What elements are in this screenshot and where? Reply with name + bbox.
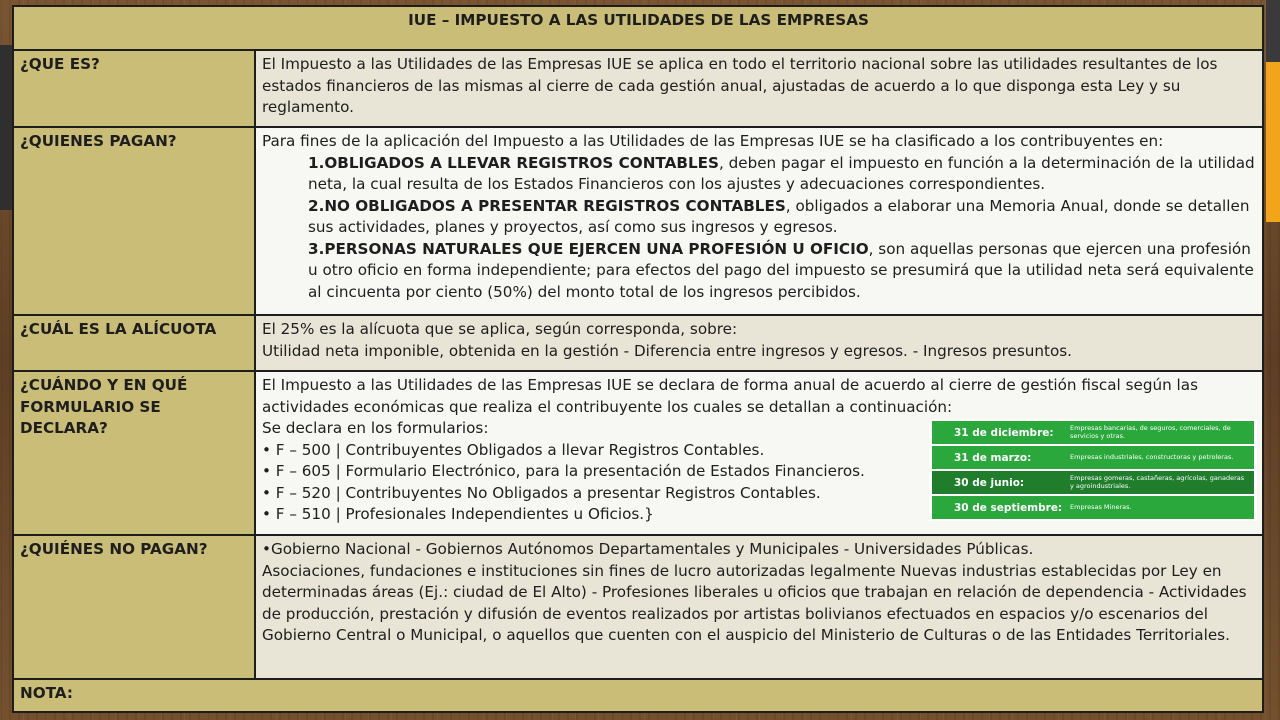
alicuota-line2: Utilidad neta imponible, obtenida en la gestión - Diferencia entre ingresos y egresos. - Ingresos presuntos. — [262, 341, 1072, 360]
label-cuando: ¿CUÁNDO Y EN QUÉ FORMULARIO SE DECLARA? — [13, 371, 255, 535]
list-item — [262, 196, 1257, 239]
date-label: 30 de septiembre: — [954, 501, 1063, 514]
date-row — [932, 496, 1254, 519]
list-item — [262, 239, 1257, 304]
date-desc: Empresas Mineras. — [1070, 502, 1132, 511]
item-text: , deben pagar el impuesto en función a la determinación de la utilidad neta, la cual resulta de los Estados Financieros con los ajustes y adecuaciones correspondientes. — [308, 153, 1255, 193]
form-item: • F – 520 | Contribuyentes No Obligados a presentar Registros Contables. — [262, 483, 821, 502]
content-quienes-pagan — [255, 127, 1263, 315]
item-text: , son aquellas personas que ejercen una profesión u otro oficio en forma independiente; para efectos del pago del impuesto se presumirá que la utilidad neta será equivalente al cincuenta por ciento (50%) del monto total de los ingresos percibidos. — [308, 239, 1254, 301]
table-title: IUE – IMPUESTO A LAS UTILIDADES DE LAS EMPRESAS — [13, 6, 1263, 50]
right-decor-dark — [1266, 0, 1280, 62]
list-item — [262, 153, 1257, 196]
closing-dates-graphic — [929, 419, 1257, 521]
date-label: 30 de junio: — [954, 476, 1025, 489]
forms-intro: Se declara en los formularios: — [262, 419, 489, 437]
nota-label: NOTA: — [13, 679, 1263, 712]
form-item: • F – 500 | Contribuyentes Obligados a llevar Registros Contables. — [262, 440, 765, 459]
date-desc: Empresas gomeras, castañeras, agrícolas, ganaderas y agroindustriales. — [1070, 474, 1245, 490]
date-label: 31 de marzo: — [954, 451, 1032, 464]
date-desc: Empresas industriales, constructoras y petroleras. — [1070, 452, 1234, 461]
form-item: • F – 510 | Profesionales Independientes u Oficios.} — [262, 505, 654, 523]
label-alicuota: ¿CUÁL ES LA ALÍCUOTA — [13, 315, 255, 371]
no-pagan-text: Asociaciones, fundaciones e instituciones sin fines de lucro autorizadas legalmente Nuevas industrias establecidas por Ley en determinadas áreas (Ej.: ciudad de El Alto) - Profesiones liberales u oficios que trabajan en relación de dependencia - Actividades de producción, prestación y difusión de eventos realizados por artistas bolivianos efectuados en espacios y/o escenarios del Gobierno Central o Municipal, o aquellos que cuenten con el auspicio del Ministerio de Culturas o de las Entidades Territoriales. — [262, 561, 1247, 644]
label-no-pagan: ¿QUIÉNES NO PAGAN? — [13, 535, 255, 679]
item-title: 1.OBLIGADOS A LLEVAR REGISTROS CONTABLES — [308, 153, 719, 172]
label-quienes-pagan: ¿QUIENES PAGAN? — [13, 127, 255, 315]
form-item: • F – 605 | Formulario Electrónico, para la presentación de Estados Financieros. — [262, 462, 865, 480]
date-label: 31 de diciembre: — [954, 426, 1054, 439]
item-text: , obligados a elaborar una Memoria Anual, donde se detallen sus actividades, planes y proyectos, así como sus ingresos y egresos. — [308, 196, 1250, 236]
label-que-es: ¿QUE ES? — [13, 50, 255, 127]
date-row — [932, 421, 1254, 444]
right-decor-accent — [1266, 62, 1280, 222]
date-row — [932, 446, 1254, 469]
cuando-intro: El Impuesto a las Utilidades de las Empresas IUE se declara de forma anual de acuerdo al cierre de gestión fiscal según las actividades económicas que realiza el contribuyente los cuales se detallan a continuación: — [262, 376, 1198, 416]
content-alicuota — [255, 315, 1263, 371]
no-pagan-line1: •Gobierno Nacional - Gobiernos Autónomos Departamentales y Municipales - Universidades Públicas. — [262, 540, 1034, 558]
date-desc: Empresas bancarias, de seguros, comerciales, de servicios y otras. — [1070, 424, 1231, 440]
content-no-pagan — [255, 535, 1263, 679]
item-title: 3.PERSONAS NATURALES QUE EJERCEN UNA PROFESIÓN U OFICIO — [308, 239, 869, 258]
date-row — [932, 471, 1254, 494]
item-title: 2.NO OBLIGADOS A PRESENTAR REGISTROS CONTABLES — [308, 196, 786, 215]
content-que-es: El Impuesto a las Utilidades de las Empresas IUE se aplica en todo el territorio nacional sobre las utilidades resultantes de los estados financieros de las mismas al cierre de cada gestión anual, ajustadas de acuerdo a lo que disponga esta Ley y su reglamento. — [255, 50, 1263, 127]
quienes-pagan-intro: Para fines de la aplicación del Impuesto a las Utilidades de las Empresas IUE se ha clasificado a los contribuyentes en: — [262, 132, 1164, 150]
alicuota-line1: El 25% es la alícuota que se aplica, según corresponda, sobre: — [262, 320, 738, 338]
iue-table — [12, 5, 1264, 713]
